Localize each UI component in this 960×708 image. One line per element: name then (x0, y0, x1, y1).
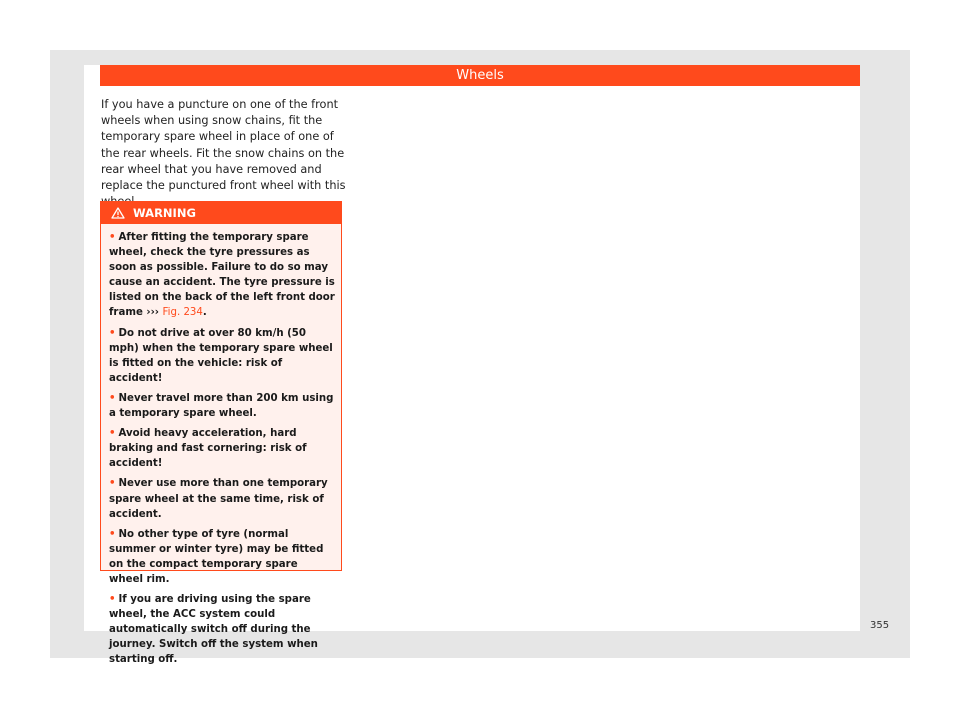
list-item (109, 391, 335, 421)
list-item (109, 326, 335, 386)
intro-paragraph: If you have a puncture on one of the front wheels when using snow chains, fit the temporary spare wheel in place of one of the rear wheels. Fit the snow chains on the rear wheel that you have removed and replace the punctured front wheel with this (101, 98, 346, 193)
warning-list (101, 224, 341, 668)
bullet-icon: • (109, 528, 116, 540)
list-item (109, 592, 335, 667)
warning-item-text: If you are driving using the spare wheel, the ACC system could automatically switch off during the journey. Switch off the system when starting off. (109, 594, 318, 666)
list-item (109, 230, 335, 321)
section-header: Wheels (100, 65, 860, 86)
warning-item-text: Never travel more than 200 km using a temporary spare wheel. (109, 392, 334, 420)
warning-item-text: No other type of tyre (normal summer or winter tyre) may be fitted on the compact temporary spare wheel rim. (109, 528, 324, 585)
warning-item-text: Do not drive at over 80 km/h (50 mph) when the temporary spare wheel is fitted on the vehicle: risk of accident! (109, 327, 333, 384)
warning-triangle-icon (111, 207, 125, 219)
warning-title: WARNING (133, 206, 196, 220)
bullet-icon: • (109, 594, 116, 606)
warning-header (101, 202, 341, 224)
warning-item-text: Never use more than one temporary spare wheel at the same time, risk of accident. (109, 478, 328, 520)
list-item (109, 527, 335, 587)
warning-item-text: After fitting the temporary spare wheel, check the tyre pressures as soon as possible. Failure to do so may cause an accident. The tyre pressure is listed on the back of the left front door frame ››› (109, 232, 335, 319)
page-number: 355 (870, 620, 890, 631)
warning-item-text: Avoid heavy acceleration, hard braking and fast cornering: risk of accident! (109, 428, 307, 470)
list-item (109, 426, 335, 471)
bullet-icon: • (109, 428, 116, 440)
warning-item-suffix: . (202, 307, 207, 319)
figure-link[interactable]: Fig. 234 (162, 307, 203, 319)
bullet-icon: • (109, 478, 116, 490)
bullet-icon: • (109, 327, 116, 339)
list-item (109, 476, 335, 521)
bullet-icon: • (109, 392, 116, 404)
bullet-icon: • (109, 232, 116, 243)
warning-box (100, 201, 342, 666)
